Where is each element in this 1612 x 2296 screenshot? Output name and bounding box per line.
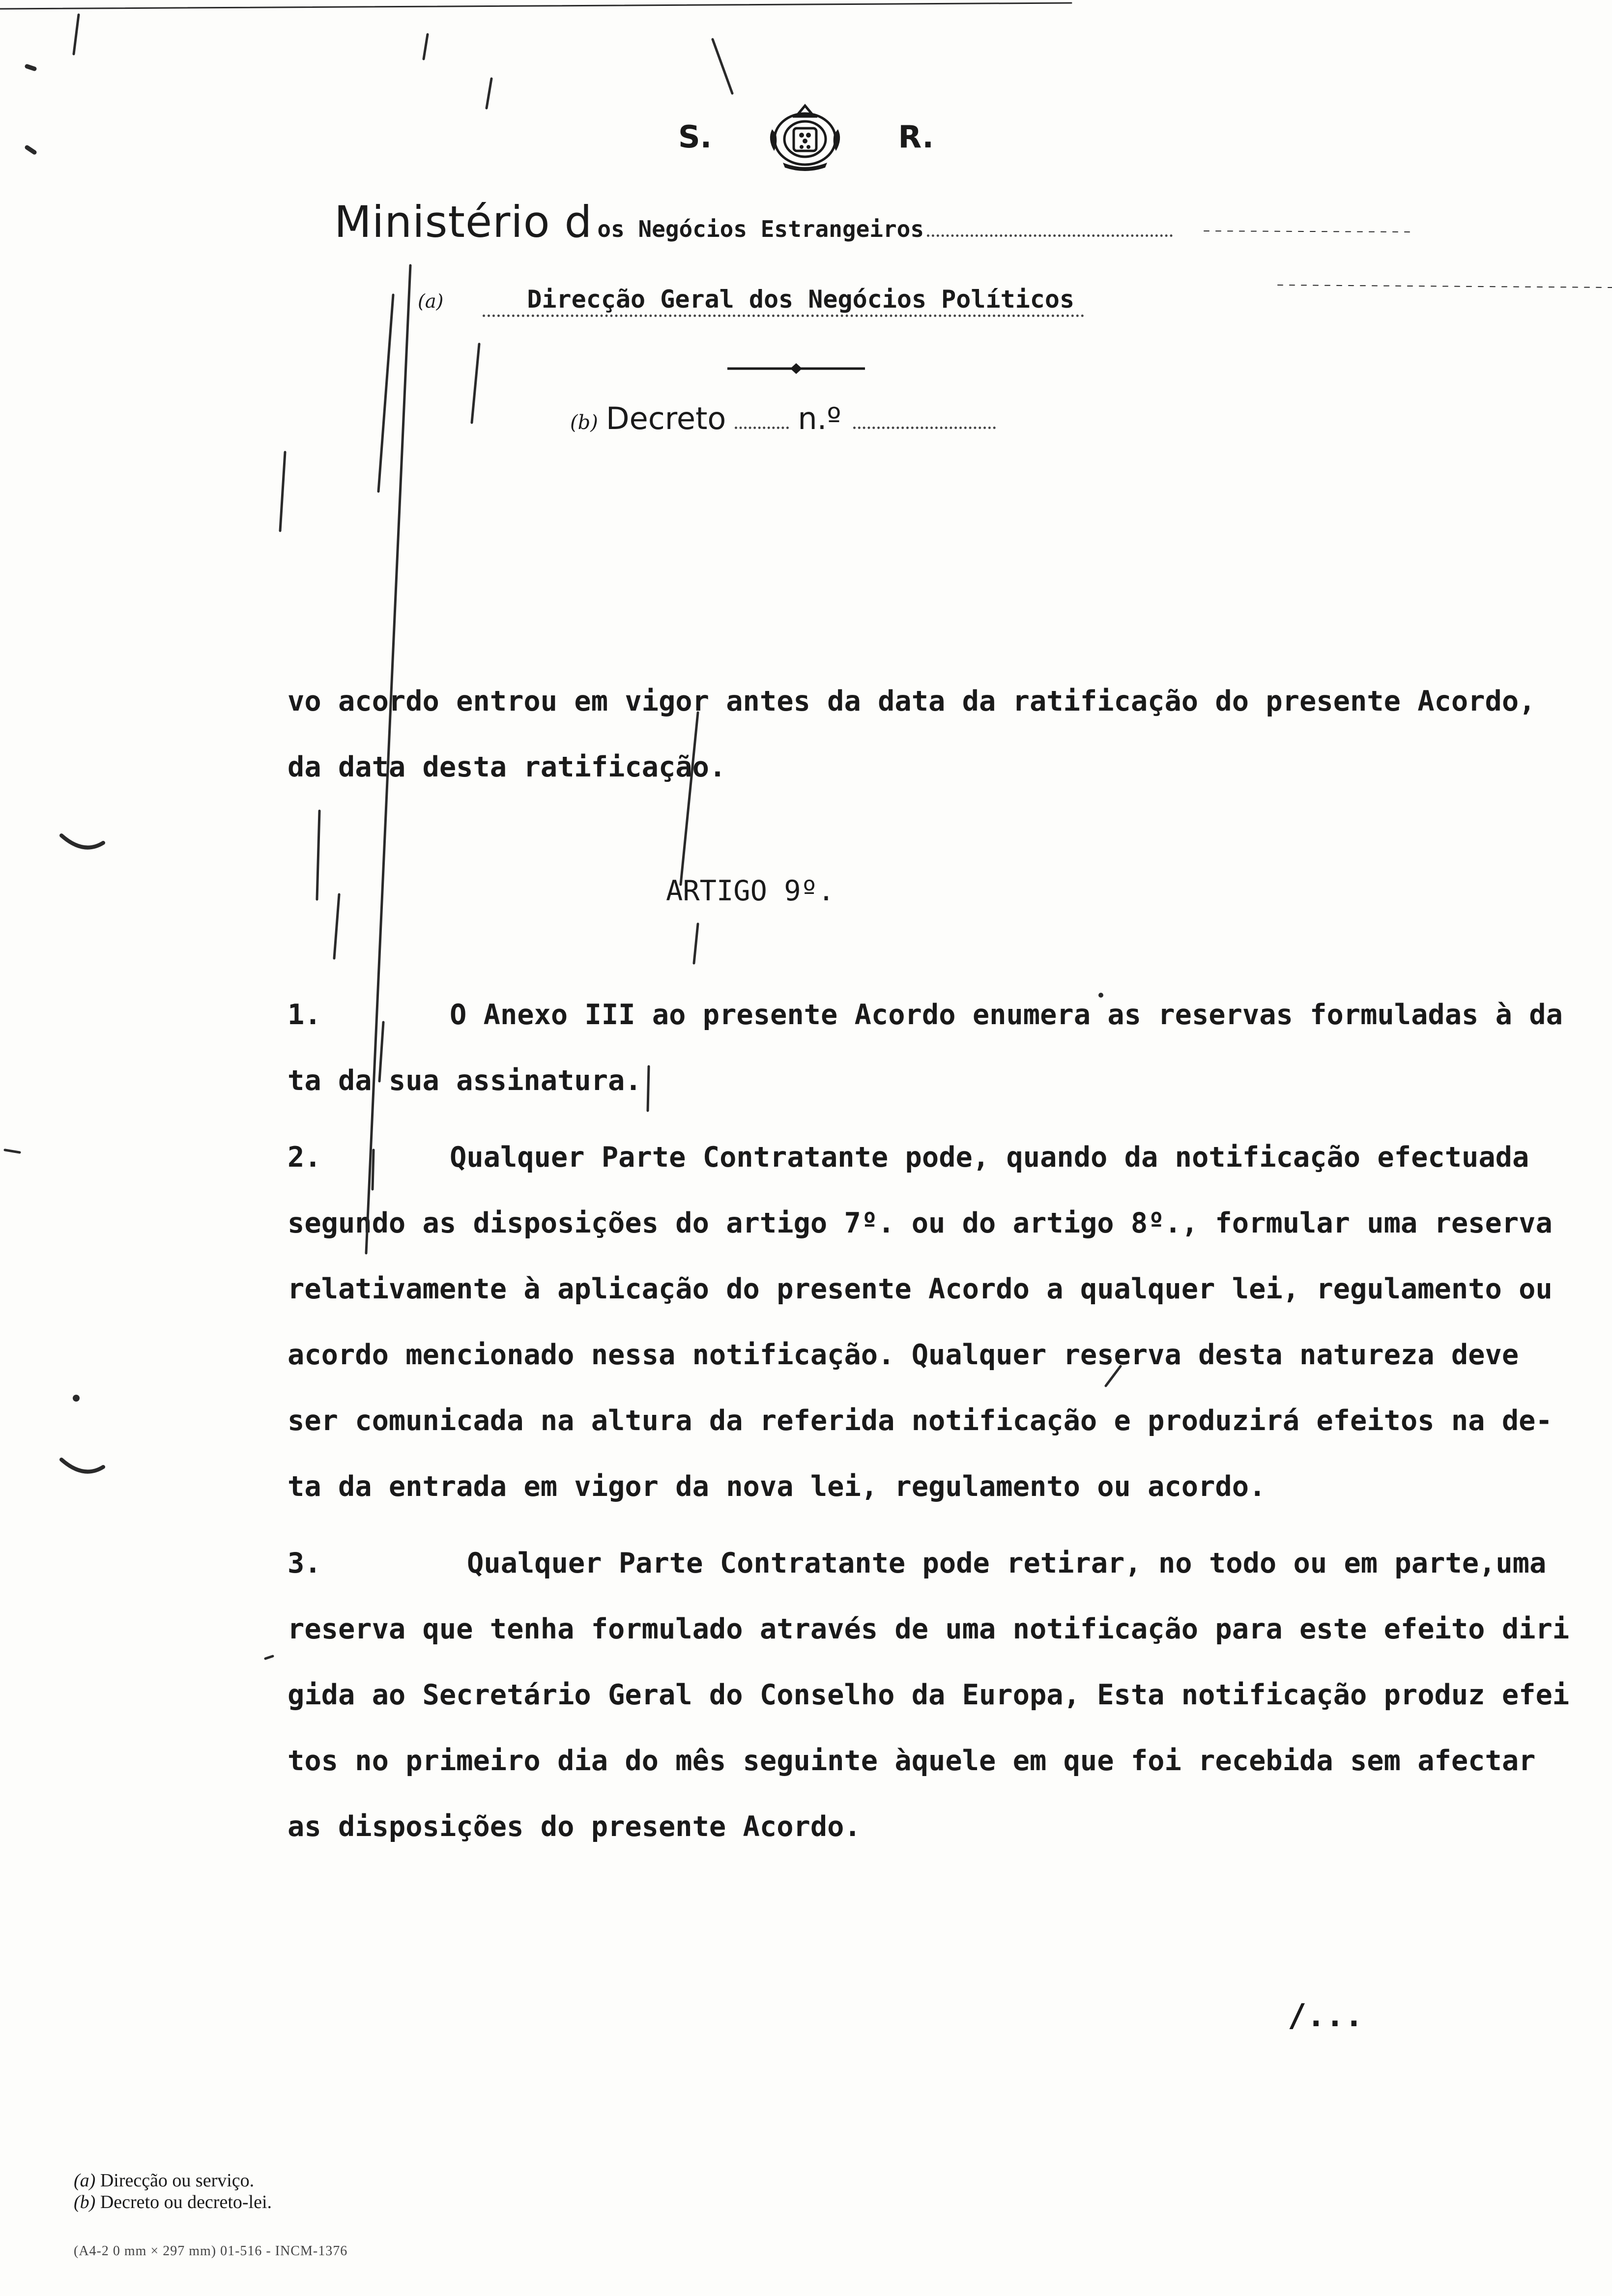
decreto-label: Decreto <box>605 401 726 436</box>
footnote-a <box>74 2170 272 2191</box>
paragraph-2-number: 2. <box>288 1141 321 1174</box>
ministry-prefix: Ministério d <box>334 197 593 247</box>
footnote-a-text: Direcção ou serviço. <box>100 2170 255 2191</box>
decreto-fill-line <box>735 427 789 429</box>
footnote-b <box>74 2191 272 2213</box>
direccao-name: Direcção Geral dos Negócios Políticos <box>483 285 1084 317</box>
paragraph-2-line: relativamente à aplicação do presente Acordo a qualquer lei, regulamento ou <box>288 1273 1553 1305</box>
body-text <box>288 668 1570 1860</box>
decreto-line <box>570 401 996 436</box>
ministry-fill-line <box>927 234 1173 237</box>
continuation-mark: /... <box>1288 1998 1364 2034</box>
direccao-line <box>418 285 1084 317</box>
decreto-marker: (b) <box>570 411 598 434</box>
coat-of-arms-icon <box>763 100 847 173</box>
paragraph-2-text: Qualquer Parte Contratante pode, quando da notificação efectuada <box>450 1141 1529 1174</box>
text-line: vo acordo entrou em vigor antes da data da ratificação do presente Acordo, <box>288 685 1536 718</box>
paragraph-2-line: segundo as disposições do artigo 7º. ou do artigo 8º., formular uma reserva <box>288 1207 1553 1239</box>
paragraph-2-line: ser comunicada na altura da referida notificação e produzirá efeitos na de- <box>288 1405 1553 1437</box>
text-line: da data desta ratificação. <box>288 751 726 783</box>
ministry-name: os Negócios Estrangeiros <box>597 216 924 242</box>
paragraph-1-text: O Anexo III ao presente Acordo enumera as reservas formuladas à da <box>450 999 1563 1031</box>
numero-fill-line <box>853 427 996 429</box>
letterhead-initial-s: S. <box>678 118 712 155</box>
numero-label: n.º <box>798 401 841 436</box>
divider-ornament <box>727 361 865 376</box>
paragraph-1-number: 1. <box>288 999 321 1031</box>
paragraph-3-line: as disposições do presente Acordo. <box>288 1810 861 1843</box>
paragraph-3-line: tos no primeiro dia do mês seguinte àquele em que foi recebida sem afectar <box>288 1745 1536 1777</box>
footnote-b-text: Decreto ou decreto-lei. <box>100 2192 272 2212</box>
paragraph-1-line <box>288 982 1563 1048</box>
paragraph-3-line <box>288 1530 1546 1596</box>
direccao-marker: (a) <box>418 290 444 312</box>
print-code: (A4-2 0 mm × 297 mm) 01-516 - INCM-1376 <box>74 2243 348 2259</box>
paragraph-2-line <box>288 1124 1546 1190</box>
article-heading: ARTIGO 9º. <box>666 875 835 907</box>
footnote-a-marker: (a) <box>74 2170 96 2191</box>
paragraph-2-line: ta da entrada em vigor da nova lei, regulamento ou acordo. <box>288 1470 1266 1503</box>
paragraph-3-line: gida ao Secretário Geral do Conselho da Europa, Esta notificação produz efei <box>288 1679 1570 1711</box>
letterhead-initial-r: R. <box>898 118 934 155</box>
ministry-line <box>334 197 1173 247</box>
footnotes <box>74 2170 272 2213</box>
letterhead-sr <box>678 107 934 166</box>
paragraph-3-line: reserva que tenha formulado através de uma notificação para este efeito diri <box>288 1613 1570 1645</box>
paragraph-3-number: 3. <box>288 1547 321 1579</box>
paragraph-2-line: acordo mencionado nessa notificação. Qualquer reserva desta natureza deve <box>288 1339 1519 1371</box>
paragraph-3-text: Qualquer Parte Contratante pode retirar, no todo ou em parte,uma <box>467 1547 1547 1579</box>
footnote-b-marker: (b) <box>74 2192 96 2212</box>
paragraph-1-line: ta da sua assinatura. <box>288 1064 642 1097</box>
